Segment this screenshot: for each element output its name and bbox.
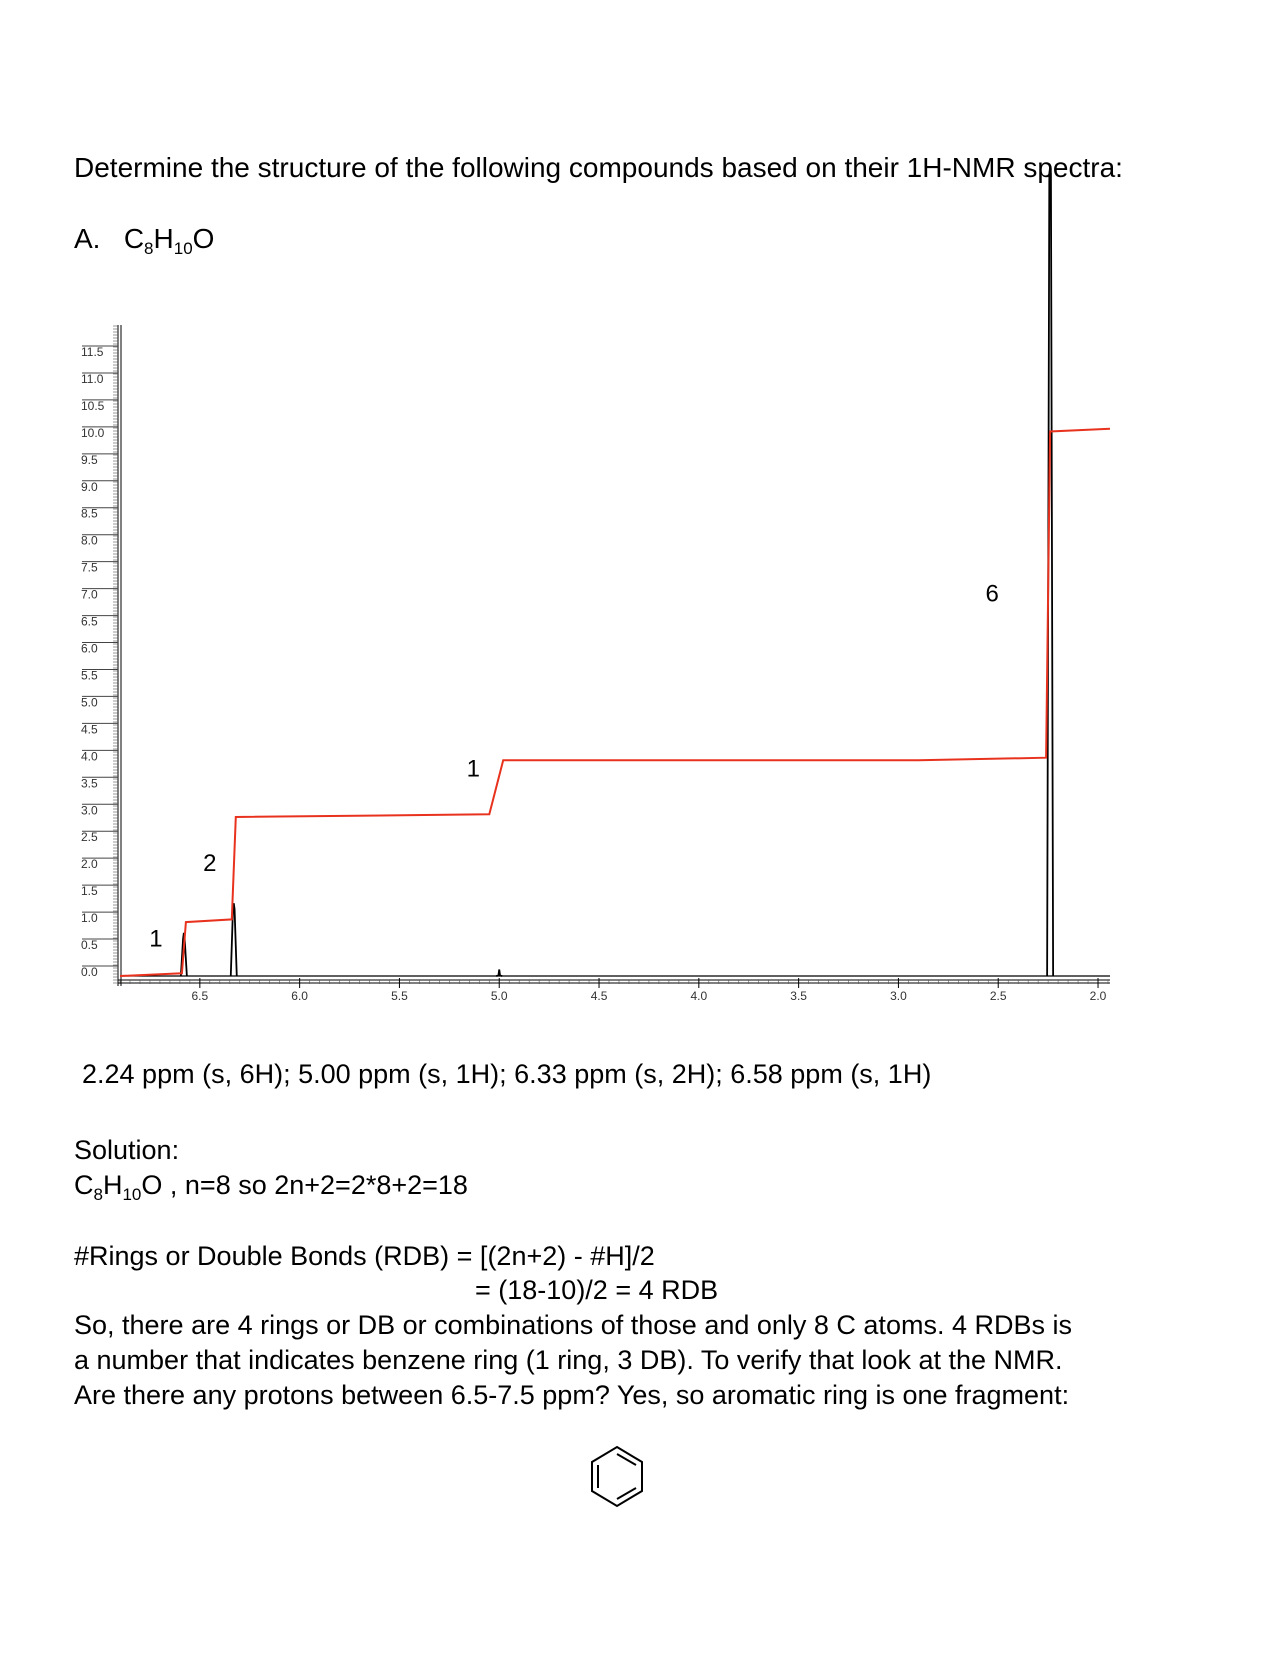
y-tick-label: 4.0	[81, 749, 98, 764]
x-tick-label: 3.0	[890, 989, 907, 1000]
y-tick-label: 11.0	[81, 371, 104, 386]
rdb-formula: #Rings or Double Bonds (RDB) = [(2n+2) - #H]/2	[74, 1241, 655, 1271]
integral-labels	[149, 580, 999, 952]
y-tick-label: 2.0	[81, 857, 98, 872]
benzene-ring-structure	[585, 1443, 649, 1511]
x-tick-label: 6.0	[291, 989, 308, 1000]
y-tick-label: 0.0	[81, 965, 98, 979]
solution-paragraph-line-1: So, there are 4 rings or DB or combinations of those and only 8 C atoms. 4 RDBs is	[74, 1310, 1072, 1340]
x-tick-label: 3.5	[790, 989, 807, 1000]
y-tick-label: 10.5	[81, 398, 105, 413]
integral-curve	[120, 429, 1110, 976]
x-axis-scale	[118, 978, 1110, 1000]
spectrum-peak	[496, 970, 502, 976]
y-tick-label: 7.0	[81, 587, 98, 602]
spectrum-peaks	[120, 167, 1110, 976]
integral-label: 6	[985, 580, 999, 608]
y-tick-label: 3.0	[81, 803, 98, 818]
y-tick-label: 7.5	[81, 560, 98, 575]
x-tick-label: 6.5	[191, 989, 209, 1000]
y-tick-label: 6.5	[81, 614, 98, 629]
y-tick-label: 11.5	[81, 345, 104, 359]
molecular-formula: $C_8H_{10}O$	[123, 223, 215, 258]
problem-label: A.	[74, 223, 101, 254]
y-tick-label: 5.0	[81, 695, 98, 710]
solution-heading: Solution:	[74, 1135, 180, 1165]
y-tick-label: 1.0	[81, 911, 98, 926]
y-axis-scale	[81, 325, 121, 986]
instruction-text: Determine the structure of the following compounds based on their 1H-NMR spectra:	[74, 152, 1123, 183]
y-tick-label: 0.5	[81, 938, 98, 953]
x-tick-label: 5.0	[490, 989, 508, 1000]
x-tick-label: 2.5	[989, 989, 1007, 1000]
solution-formula-line: $C_8H_{10}O$ , n=8 so 2n+2=2*8+2=18	[74, 1170, 468, 1204]
integral-label: 1	[149, 925, 163, 953]
y-tick-label: 9.0	[81, 479, 98, 494]
y-tick-label: 10.0	[81, 425, 105, 440]
solution-paragraph-line-3: Are there any protons between 6.5-7.5 ppm? Yes, so aromatic ring is one fragment:	[74, 1380, 1070, 1410]
solution-paragraph-line-2: a number that indicates benzene ring (1 ring, 3 DB). To verify that look at the NMR.	[74, 1345, 1063, 1375]
y-tick-label: 1.5	[81, 884, 98, 899]
y-tick-label: 5.5	[81, 668, 98, 683]
x-tick-label: 5.5	[391, 989, 408, 1000]
integral-trace	[120, 429, 1110, 976]
x-tick-label: 4.5	[590, 989, 608, 1000]
y-tick-label: 8.5	[81, 506, 98, 521]
peak-list: 2.24 ppm (s, 6H); 5.00 ppm (s, 1H); 6.33 ppm (s, 2H); 6.58 ppm (s, 1H)	[82, 1059, 932, 1089]
y-tick-label: 6.0	[81, 641, 98, 656]
integral-label: 2	[203, 849, 217, 877]
x-tick-label: 4.0	[690, 989, 708, 1000]
integral-label: 1	[466, 755, 480, 783]
y-tick-label: 2.5	[81, 830, 98, 845]
y-tick-label: 8.0	[81, 533, 98, 548]
y-tick-label: 3.5	[81, 776, 98, 791]
y-tick-label: 9.5	[81, 452, 98, 467]
x-tick-label: 2.0	[1089, 989, 1107, 1000]
y-tick-label: 4.5	[81, 722, 98, 737]
rdb-calculation: = (18-10)/2 = 4 RDB	[475, 1275, 719, 1305]
